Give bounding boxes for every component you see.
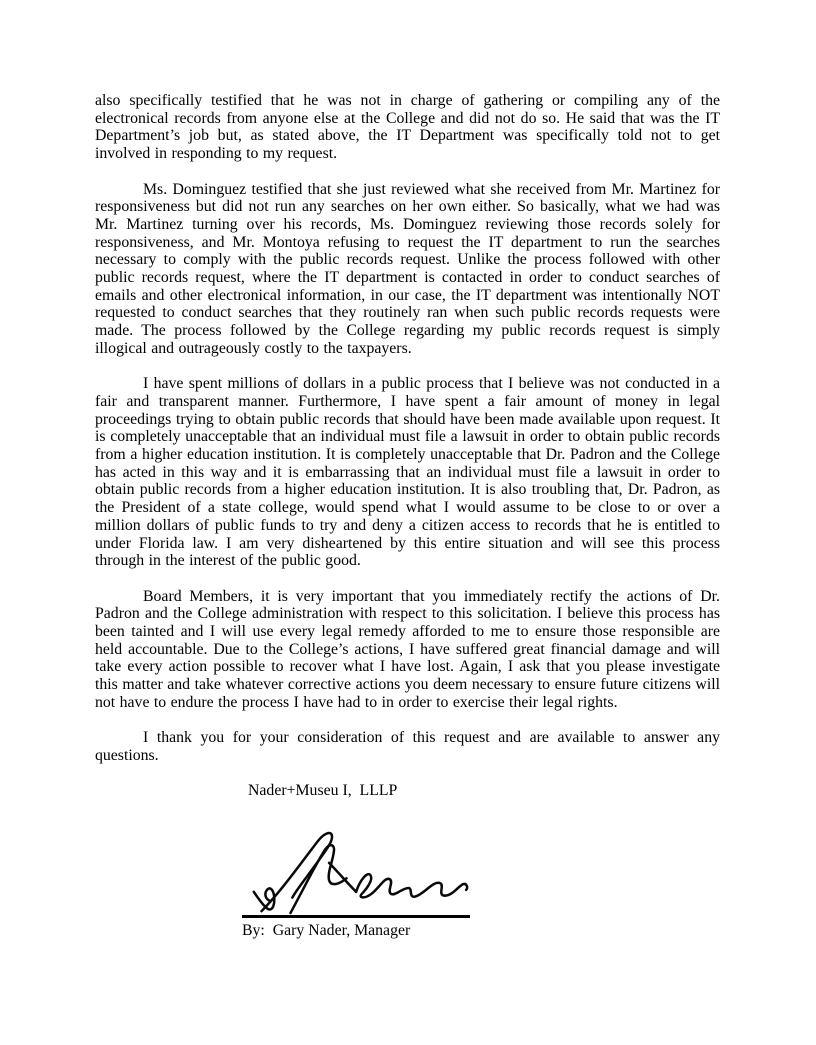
signature-block [242, 830, 470, 940]
paragraph-dominguez-testimony: Ms. Dominguez testified that she just reviewed what she received from Mr. Martinez for responsiveness but did not run any searches on her own either. So basically, what we had was Mr. Martinez turning over his records, Ms. Dominguez reviewing those records solely for responsiveness, and Mr. Montoya refusing to request the IT department to run the searches necessary to comply with the public records request. Unlike the process followed with other public records request, where the IT department is contacted in order to conduct searches of emails and other electronical information, in our case, the IT department was intentionally NOT requested to conduct searches that they routinely ran when such public records requests were made. The process followed by the College regarding my public records request is simply illogical and outrageously costly to the taxpayers. [95, 180, 720, 357]
paragraph-millions-spent: I have spent millions of dollars in a public process that I believe was not conducted in a fair and transparent manner. Furthermore, I have spent a fair amount of money in legal proceedings trying to obtain public records that should have been made available upon request. It is completely unacceptable that an individual must file a lawsuit in order to obtain public records from a higher education institution. It is completely unacceptable that Dr. Padron and the College has acted in this way and it is embarrassing that an individual must file a lawsuit in order to obtain public records from a higher education institution. It is also troubling that, Dr. Padron, as the President of a state college, would spend what I would assume to be close to or over a million dollars of public funds to try and deny a citizen access to records that he is entitled to under Florida law. I am very disheartened by this entire situation and will see this process through in the interest of the public good. [95, 375, 720, 570]
signature-by-line: By: Gary Nader, Manager [242, 922, 411, 940]
signature-scrawl-icon [248, 830, 470, 915]
signature-line [242, 915, 470, 918]
paragraph-thank-you: I thank you for your consideration of this request and are available to answer any questions. [95, 729, 720, 764]
paragraph-board-members: Board Members, it is very important that you immediately rectify the actions of Dr. Padron and the College administration with respect to this solicitation. I believe this process has been tainted and I will use every legal remedy afforded to me to ensure those responsible are held accountable. Due to the College’s actions, I have suffered great financial damage and will take every action possible to recover what I have lost. Again, I ask that you please investigate this matter and take whatever corrective actions you deem necessary to ensure future citizens will not have to endure the process I have had to in order to exercise their legal rights. [95, 587, 720, 711]
firm-name: Nader+Museu I, LLLP [248, 782, 398, 800]
paragraph-continuation: also specifically testified that he was not in charge of gathering or compiling any of the electronical records from anyone else at the College and did not do so. He said that was the IT Department’s job but, as stated above, the IT Department was specifically told not to get involved in responding to my request. [95, 92, 720, 163]
letter-body [95, 92, 720, 940]
